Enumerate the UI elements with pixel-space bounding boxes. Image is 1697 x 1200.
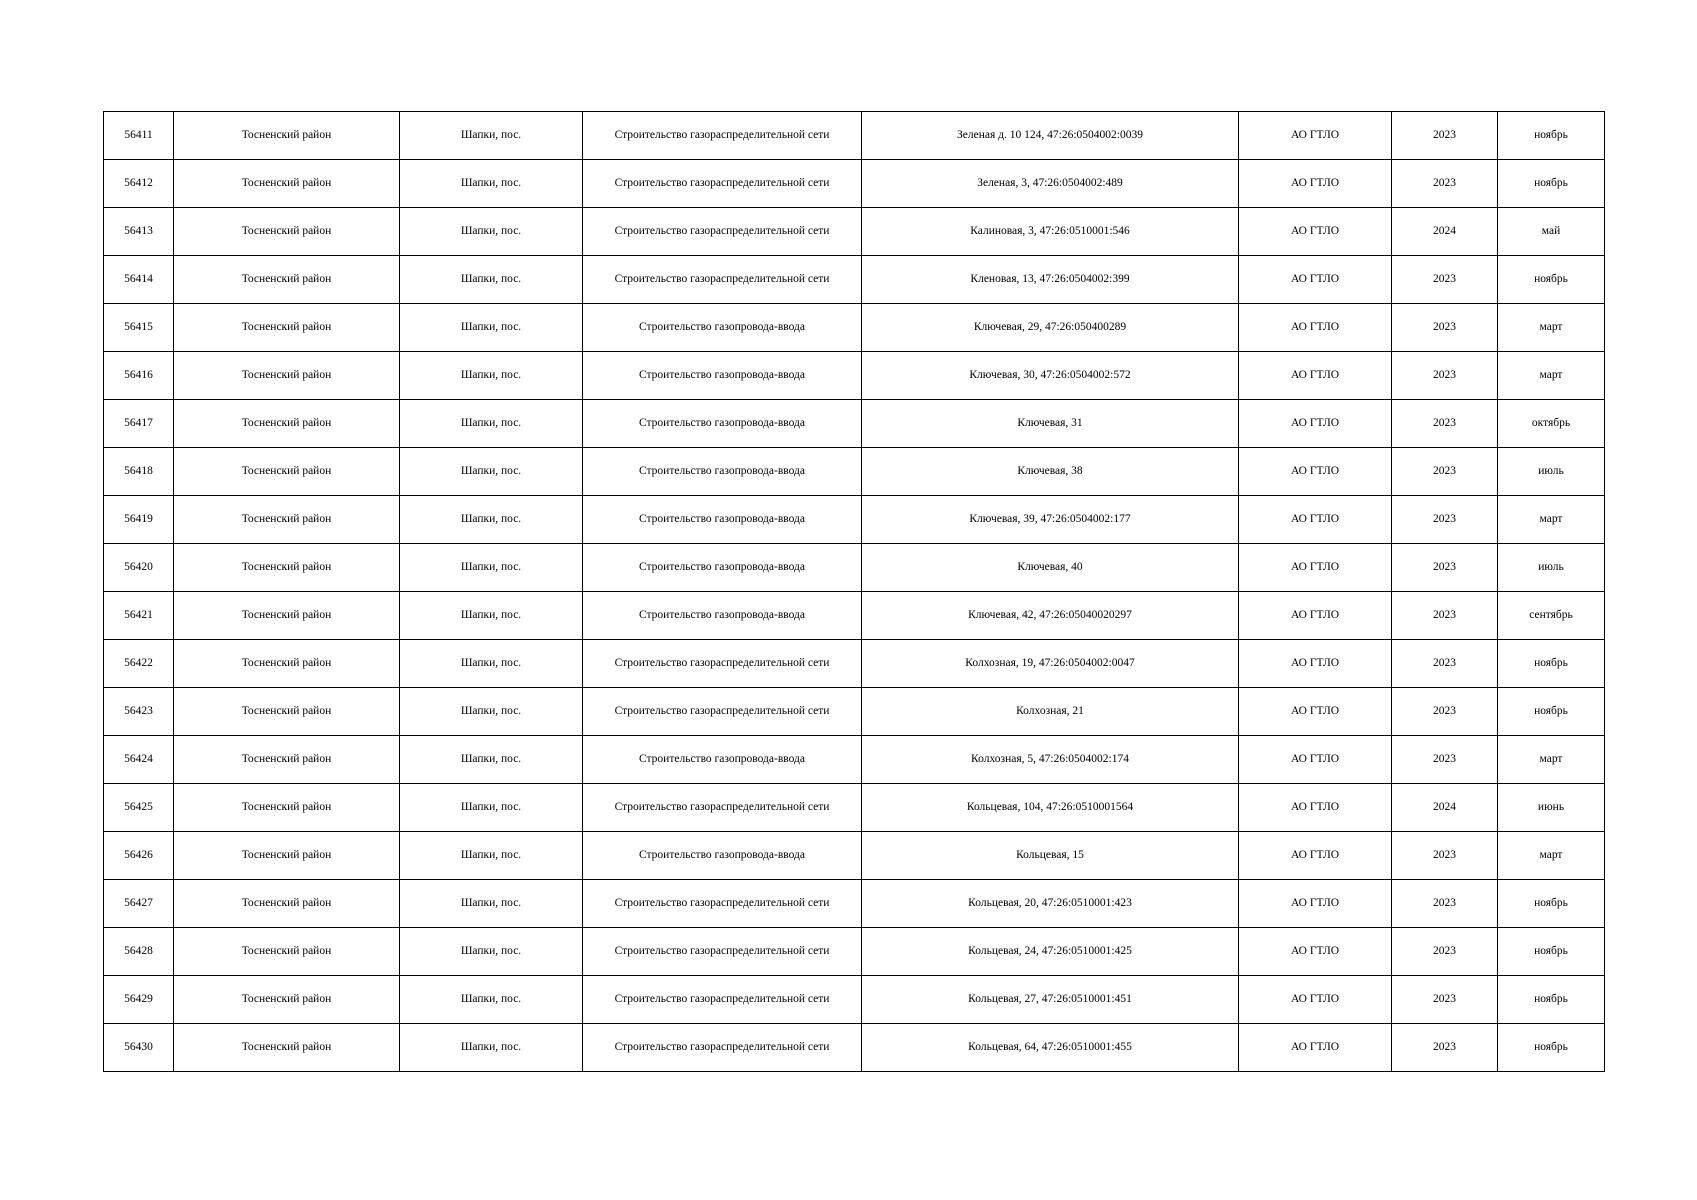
table-row [104,448,1605,496]
cell-id: 56429 [104,976,174,1024]
cell-organization: АО ГТЛО [1239,112,1392,160]
cell-address: Зеленая д. 10 124, 47:26:0504002:0039 [862,112,1239,160]
cell-id: 56413 [104,208,174,256]
cell-address: Кольцевая, 104, 47:26:0510001564 [862,784,1239,832]
cell-work-type: Строительство газопровода-ввода [583,304,862,352]
cell-work-type: Строительство газопровода-ввода [583,592,862,640]
table-row [104,160,1605,208]
cell-year: 2023 [1392,496,1498,544]
cell-work-type: Строительство газораспределительной сети [583,640,862,688]
cell-address: Кольцевая, 15 [862,832,1239,880]
cell-organization: АО ГТЛО [1239,400,1392,448]
cell-year: 2023 [1392,160,1498,208]
cell-work-type: Строительство газопровода-ввода [583,400,862,448]
cell-district: Тосненский район [174,880,400,928]
cell-settlement: Шапки, пос. [400,640,583,688]
cell-address: Колхозная, 21 [862,688,1239,736]
cell-id: 56423 [104,688,174,736]
cell-month: ноябрь [1498,928,1605,976]
cell-month: ноябрь [1498,256,1605,304]
cell-district: Тосненский район [174,256,400,304]
cell-id: 56417 [104,400,174,448]
cell-district: Тосненский район [174,544,400,592]
cell-id: 56424 [104,736,174,784]
cell-id: 56411 [104,112,174,160]
cell-id: 56426 [104,832,174,880]
cell-year: 2023 [1392,928,1498,976]
cell-address: Калиновая, 3, 47:26:0510001:546 [862,208,1239,256]
cell-address: Ключевая, 30, 47:26:0504002:572 [862,352,1239,400]
cell-id: 56421 [104,592,174,640]
cell-id: 56428 [104,928,174,976]
cell-district: Тосненский район [174,208,400,256]
cell-district: Тосненский район [174,736,400,784]
cell-district: Тосненский район [174,112,400,160]
cell-organization: АО ГТЛО [1239,1024,1392,1072]
cell-year: 2023 [1392,688,1498,736]
cell-year: 2023 [1392,112,1498,160]
cell-address: Кленовая, 13, 47:26:0504002:399 [862,256,1239,304]
table-body [104,112,1605,1072]
cell-work-type: Строительство газопровода-ввода [583,736,862,784]
cell-month: июнь [1498,784,1605,832]
cell-month: ноябрь [1498,688,1605,736]
cell-address: Ключевая, 38 [862,448,1239,496]
cell-address: Кольцевая, 27, 47:26:0510001:451 [862,976,1239,1024]
table-row [104,112,1605,160]
cell-address: Зеленая, 3, 47:26:0504002:489 [862,160,1239,208]
cell-year: 2024 [1392,208,1498,256]
cell-district: Тосненский район [174,304,400,352]
cell-district: Тосненский район [174,976,400,1024]
cell-year: 2023 [1392,880,1498,928]
cell-settlement: Шапки, пос. [400,256,583,304]
table-row [104,208,1605,256]
cell-settlement: Шапки, пос. [400,160,583,208]
cell-settlement: Шапки, пос. [400,208,583,256]
cell-organization: АО ГТЛО [1239,688,1392,736]
cell-work-type: Строительство газораспределительной сети [583,1024,862,1072]
cell-work-type: Строительство газопровода-ввода [583,352,862,400]
cell-settlement: Шапки, пос. [400,976,583,1024]
cell-address: Кольцевая, 64, 47:26:0510001:455 [862,1024,1239,1072]
cell-organization: АО ГТЛО [1239,160,1392,208]
cell-organization: АО ГТЛО [1239,832,1392,880]
cell-settlement: Шапки, пос. [400,304,583,352]
cell-address: Ключевая, 42, 47:26:05040020297 [862,592,1239,640]
cell-work-type: Строительство газопровода-ввода [583,496,862,544]
cell-district: Тосненский район [174,160,400,208]
cell-id: 56427 [104,880,174,928]
table-row [104,736,1605,784]
cell-month: ноябрь [1498,112,1605,160]
cell-year: 2023 [1392,448,1498,496]
cell-id: 56425 [104,784,174,832]
cell-year: 2023 [1392,1024,1498,1072]
cell-work-type: Строительство газопровода-ввода [583,832,862,880]
cell-organization: АО ГТЛО [1239,880,1392,928]
cell-organization: АО ГТЛО [1239,976,1392,1024]
cell-month: май [1498,208,1605,256]
cell-organization: АО ГТЛО [1239,544,1392,592]
cell-district: Тосненский район [174,1024,400,1072]
cell-id: 56430 [104,1024,174,1072]
cell-year: 2023 [1392,544,1498,592]
cell-address: Колхозная, 19, 47:26:0504002:0047 [862,640,1239,688]
cell-work-type: Строительство газораспределительной сети [583,784,862,832]
cell-year: 2023 [1392,640,1498,688]
cell-month: ноябрь [1498,1024,1605,1072]
table-row [104,256,1605,304]
cell-month: июль [1498,544,1605,592]
cell-id: 56412 [104,160,174,208]
cell-work-type: Строительство газораспределительной сети [583,928,862,976]
table-row [104,496,1605,544]
cell-id: 56420 [104,544,174,592]
cell-organization: АО ГТЛО [1239,208,1392,256]
cell-id: 56415 [104,304,174,352]
cell-district: Тосненский район [174,448,400,496]
cell-district: Тосненский район [174,352,400,400]
cell-settlement: Шапки, пос. [400,784,583,832]
cell-work-type: Строительство газораспределительной сети [583,160,862,208]
gas-works-table [103,111,1605,1072]
cell-month: март [1498,304,1605,352]
cell-settlement: Шапки, пос. [400,400,583,448]
cell-organization: АО ГТЛО [1239,496,1392,544]
cell-id: 56416 [104,352,174,400]
cell-month: ноябрь [1498,880,1605,928]
table-row [104,880,1605,928]
cell-id: 56418 [104,448,174,496]
cell-month: март [1498,736,1605,784]
cell-organization: АО ГТЛО [1239,304,1392,352]
cell-address: Кольцевая, 24, 47:26:0510001:425 [862,928,1239,976]
cell-settlement: Шапки, пос. [400,736,583,784]
cell-settlement: Шапки, пос. [400,880,583,928]
cell-month: июль [1498,448,1605,496]
cell-address: Колхозная, 5, 47:26:0504002:174 [862,736,1239,784]
cell-settlement: Шапки, пос. [400,1024,583,1072]
cell-district: Тосненский район [174,400,400,448]
cell-settlement: Шапки, пос. [400,496,583,544]
cell-work-type: Строительство газораспределительной сети [583,976,862,1024]
table-row [104,352,1605,400]
cell-work-type: Строительство газораспределительной сети [583,688,862,736]
cell-organization: АО ГТЛО [1239,736,1392,784]
cell-work-type: Строительство газораспределительной сети [583,256,862,304]
cell-settlement: Шапки, пос. [400,688,583,736]
cell-district: Тосненский район [174,496,400,544]
cell-work-type: Строительство газопровода-ввода [583,544,862,592]
cell-year: 2023 [1392,832,1498,880]
table-row [104,1024,1605,1072]
table-row [104,976,1605,1024]
table-row [104,592,1605,640]
cell-month: ноябрь [1498,640,1605,688]
cell-work-type: Строительство газораспределительной сети [583,112,862,160]
cell-month: март [1498,496,1605,544]
cell-organization: АО ГТЛО [1239,928,1392,976]
cell-settlement: Шапки, пос. [400,832,583,880]
table-row [104,688,1605,736]
cell-month: ноябрь [1498,160,1605,208]
cell-id: 56419 [104,496,174,544]
cell-month: март [1498,352,1605,400]
cell-month: октябрь [1498,400,1605,448]
cell-year: 2023 [1392,400,1498,448]
cell-address: Ключевая, 39, 47:26:0504002:177 [862,496,1239,544]
cell-year: 2024 [1392,784,1498,832]
cell-district: Тосненский район [174,784,400,832]
cell-address: Ключевая, 40 [862,544,1239,592]
cell-address: Ключевая, 31 [862,400,1239,448]
cell-organization: АО ГТЛО [1239,640,1392,688]
cell-month: ноябрь [1498,976,1605,1024]
cell-settlement: Шапки, пос. [400,544,583,592]
table-row [104,784,1605,832]
table-row [104,640,1605,688]
cell-settlement: Шапки, пос. [400,448,583,496]
cell-organization: АО ГТЛО [1239,352,1392,400]
cell-organization: АО ГТЛО [1239,256,1392,304]
cell-organization: АО ГТЛО [1239,592,1392,640]
cell-id: 56422 [104,640,174,688]
cell-settlement: Шапки, пос. [400,592,583,640]
table-row [104,304,1605,352]
cell-work-type: Строительство газораспределительной сети [583,880,862,928]
cell-district: Тосненский район [174,592,400,640]
cell-district: Тосненский район [174,640,400,688]
cell-year: 2023 [1392,976,1498,1024]
cell-district: Тосненский район [174,928,400,976]
cell-organization: АО ГТЛО [1239,448,1392,496]
cell-month: март [1498,832,1605,880]
cell-organization: АО ГТЛО [1239,784,1392,832]
cell-address: Кольцевая, 20, 47:26:0510001:423 [862,880,1239,928]
table-row [104,832,1605,880]
table-row [104,928,1605,976]
table-row [104,400,1605,448]
cell-id: 56414 [104,256,174,304]
cell-work-type: Строительство газораспределительной сети [583,208,862,256]
cell-year: 2023 [1392,352,1498,400]
cell-month: сентябрь [1498,592,1605,640]
cell-settlement: Шапки, пос. [400,112,583,160]
cell-work-type: Строительство газопровода-ввода [583,448,862,496]
cell-district: Тосненский район [174,832,400,880]
cell-year: 2023 [1392,736,1498,784]
cell-settlement: Шапки, пос. [400,928,583,976]
cell-district: Тосненский район [174,688,400,736]
cell-settlement: Шапки, пос. [400,352,583,400]
cell-address: Ключевая, 29, 47:26:050400289 [862,304,1239,352]
cell-year: 2023 [1392,592,1498,640]
table-row [104,544,1605,592]
cell-year: 2023 [1392,304,1498,352]
cell-year: 2023 [1392,256,1498,304]
